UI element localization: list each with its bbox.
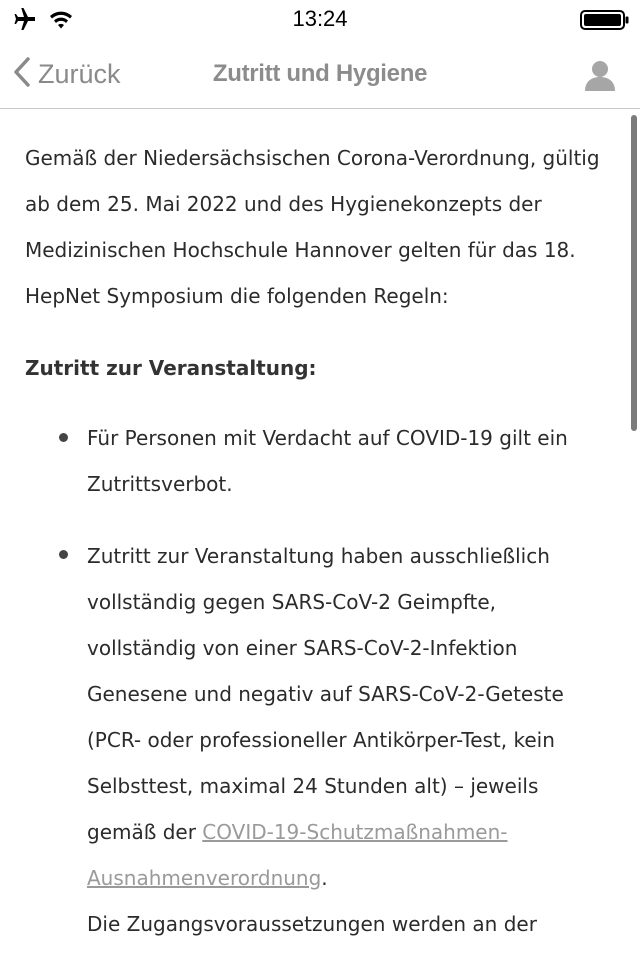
status-bar bbox=[0, 0, 640, 40]
bullet-dot bbox=[59, 433, 68, 442]
scrollbar[interactable] bbox=[631, 115, 637, 431]
profile-button[interactable] bbox=[582, 58, 618, 94]
status-time: 13:24 bbox=[292, 6, 348, 31]
section-heading: Zutritt zur Veranstaltung: bbox=[25, 356, 317, 380]
regulation-link[interactable]: COVID-19-Schutzmaßnahmen-Ausnahmenverordnung bbox=[87, 820, 508, 890]
back-label: Zurück bbox=[38, 58, 121, 89]
list-item-end: . bbox=[321, 866, 328, 890]
list-item bbox=[87, 533, 607, 901]
content-scroll-area[interactable] bbox=[0, 109, 640, 960]
access-requirements-text: Die Zugangsvoraussetzungen werden an der bbox=[87, 912, 537, 936]
battery-icon bbox=[580, 10, 630, 30]
list-item: Für Personen mit Verdacht auf COVID-19 gilt ein Zutrittsverbot. bbox=[87, 426, 568, 496]
page-title: Zutritt und Hygiene bbox=[212, 60, 428, 87]
list-item-text: Zutritt zur Veranstaltung haben ausschließlich vollständig gegen SARS-CoV-2 Geimpfte, vollständig von einer SARS-CoV-2-Infektion Genesene und negativ auf SARS-CoV-2-Geteste (PCR- oder professioneller Antikörper-Test, kein Selbsttest, maximal 24 Stunden alt) – jeweils gemäß der bbox=[87, 544, 564, 844]
bullet-dot bbox=[59, 550, 68, 559]
navigation-bar bbox=[0, 40, 640, 109]
user-icon bbox=[582, 58, 618, 94]
intro-paragraph: Gemäß der Niedersächsischen Corona-Verordnung, gültig ab dem 25. Mai 2022 und des Hygienekonzepts der Medizinischen Hochschule Hannover gelten für das 18. HepNet Symposium die folgenden Regeln: bbox=[25, 146, 600, 308]
